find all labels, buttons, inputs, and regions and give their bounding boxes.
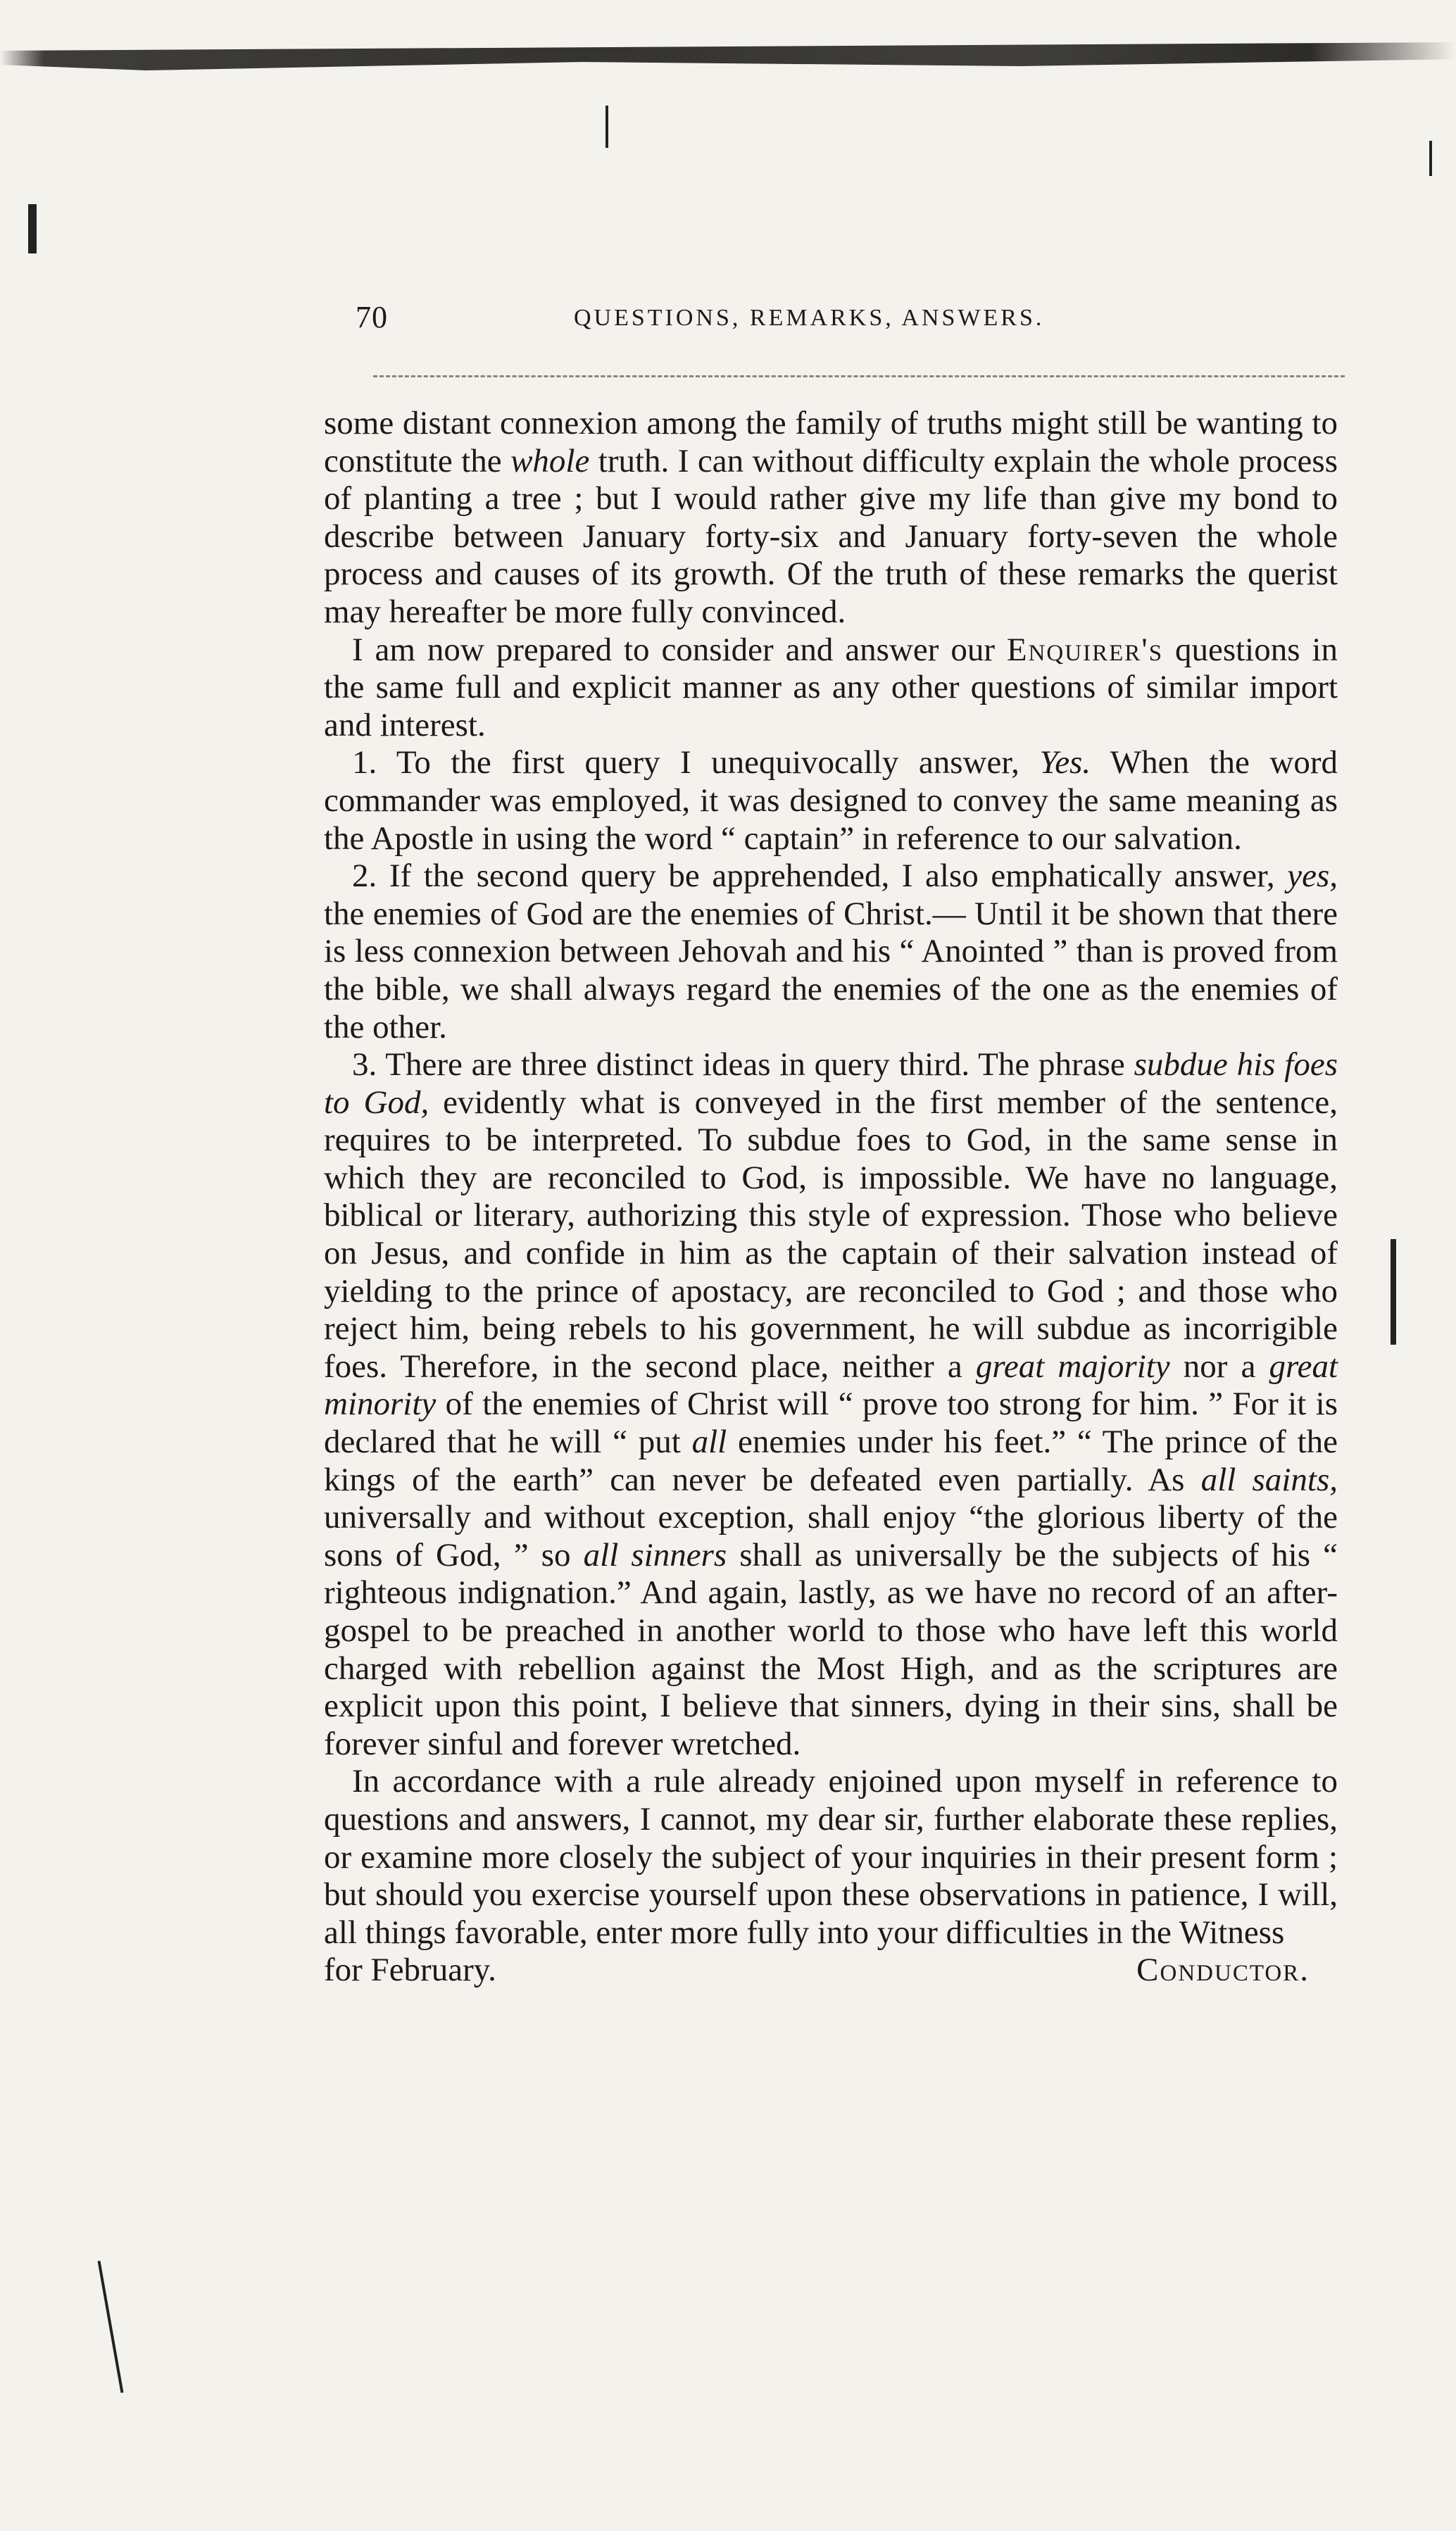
paragraph-continuation: some distant connexion among the family of truths might still be wanting to constitute the whole truth. I can without difficulty explain the whole process of planting a tree ; but I would rather give my life than give my bond to describe between January forty-six and January forty-seven the whole process and causes of its growth. Of the truth of these remarks the querist may hereafter be more fully convinced.	[324, 405, 1338, 630]
scan-edge-shadow	[0, 42, 1456, 70]
paragraph-answer-2: 2. If the second query be apprehended, I also emphatically answer, yes, the enemies of God are the enemies of Christ.— Until it be shown that there is less connexion between Jehovah and his “ Anointed ” than is proved from the bible, we shall always regard the enemies of the one as the enemies of the other.	[324, 858, 1338, 1045]
scan-speck	[1391, 1239, 1396, 1345]
body-text	[324, 405, 1338, 1990]
paragraph-intro: I am now prepared to consider and answer our Enquirer's questions in the same full and explicit manner as any other questions of similar import and interest.	[324, 631, 1338, 743]
signature: Conductor.	[1136, 1952, 1310, 1989]
paragraph-answer-3: 3. There are three distinct ideas in query third. The phrase subdue his foes to God, evidently what is conveyed in the first member of the sentence, requires to be interpreted. To subdue foes to God, in the same sense in which they are reconciled to God, is impossible. We have no language, biblical or literary, authorizing this style of expression. Those who believe on Jesus, and confide in him as the captain of their salvation instead of yielding to the prince of apostacy, are reconciled to God ; and those who reject him, being rebels to his government, he will subdue as incorrigible foes. Therefore, in the second place, neither a great majority nor a great minority of the enemies of Christ will “ prove too strong for him. ” For it is declared that he will “ put all enemies under his feet.” “ The prince of the kings of the earth” can never be defeated even partially. As all saints, universally and without exception, shall enjoy “the glorious liberty of the sons of God, ” so all sinners shall as universally be the subjects of his “ righteous indignation.” And again, lastly, as we have no record of an after-gospel to be preached in another world to those who have left this world charged with rebellion against the Most High, and as the scriptures are explicit upon this point, I believe that sinners, dying in their sins, shall be forever sinful and forever wretched.	[324, 1046, 1338, 1762]
page-header	[356, 299, 1373, 341]
signature-line	[324, 1952, 1338, 1990]
running-head: QUESTIONS, REMARKS, ANSWERS.	[574, 305, 1045, 331]
paragraph-closing: In accordance with a rule already enjoined upon myself in reference to questions and answers, I cannot, my dear sir, further elaborate these replies, or examine more closely the subject of your inquiries in their present form ; but should you exercise yourself upon these observations in patience, I will, all things favorable, enter more fully into your difficulties in the Witness	[324, 1763, 1338, 1951]
page-number: 70	[356, 300, 388, 334]
paragraph-answer-1: 1. To the first query I unequivocally answer, Yes. When the word commander was employed, it was designed to convey the same meaning as the Apostle in using the word “ captain” in reference to our salvation.	[324, 744, 1338, 857]
scan-speck	[98, 2261, 124, 2393]
scan-speck	[28, 204, 37, 253]
header-rule	[373, 375, 1345, 377]
scan-speck	[1429, 141, 1432, 176]
scan-speck	[605, 106, 608, 148]
closing-last-line: for February.	[324, 1952, 496, 1989]
